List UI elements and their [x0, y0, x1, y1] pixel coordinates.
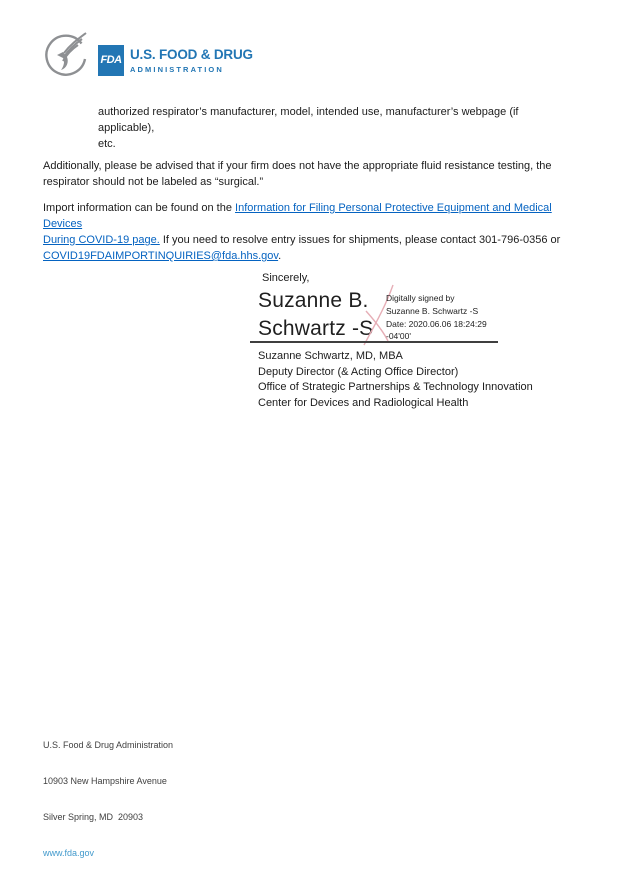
fda-gov-link[interactable]: www.fda.gov [43, 848, 95, 858]
signer-info-block [258, 349, 533, 411]
footer-street: 10903 New Hampshire Avenue [43, 776, 167, 786]
covid-import-email-link[interactable]: COVID19FDAIMPORTINQUIRIES@fda.hhs.gov [43, 250, 279, 262]
digital-details-line4: -04'00' [386, 331, 411, 342]
fda-logo [98, 38, 253, 76]
signer-office: Office of Strategic Partnerships & Technology Innovation [258, 381, 533, 393]
indented-paragraph-line2: etc. [98, 138, 116, 150]
digital-details-line3: Date: 2020.06.06 18:24:29 [386, 318, 487, 329]
footer-city-state-zip: Silver Spring, MD 20903 [43, 812, 144, 822]
closing-sincerely: Sincerely, [262, 272, 310, 284]
import-text-middle: If you need to resolve entry issues for shipments, please contact 301-796-0356 or [159, 234, 561, 246]
fluid-paragraph-line2: respirator should not be labeled as “surgical.” [43, 176, 264, 188]
import-text-before-link: Import information can be found on the [43, 202, 236, 214]
signature-rule [250, 341, 498, 343]
signature-name-line2: Schwartz -S [258, 316, 374, 340]
signer-name: Suzanne Schwartz, MD, MBA [258, 350, 403, 362]
footer-agency-name: U.S. Food & Drug Administration [43, 740, 174, 750]
fda-brand-line2: ADMINISTRATION [130, 64, 224, 74]
indented-paragraph [98, 104, 568, 152]
ppe-filing-link-part1[interactable]: Information for Filing Personal Protective Equipment and Medical Devices [43, 202, 552, 230]
footer-address-block [43, 715, 173, 883]
fda-brand-line1: U.S. FOOD & DRUG [130, 46, 253, 62]
digital-signature-details [386, 292, 496, 343]
digital-details-line2: Suzanne B. Schwartz -S [386, 305, 479, 316]
ppe-filing-link-part2[interactable]: During COVID-19 page. [43, 234, 160, 246]
signer-role: Deputy Director (& Acting Office Director) [258, 365, 459, 378]
fluid-resistance-paragraph [43, 158, 583, 190]
signature-name-line1: Suzanne B. [258, 289, 369, 312]
import-info-paragraph [43, 200, 583, 264]
import-text-after: . [278, 250, 282, 262]
hhs-eagle-logo-icon [40, 30, 92, 83]
letterhead [40, 30, 253, 83]
digital-details-line1: Digitally signed by [386, 293, 455, 303]
indented-paragraph-line1: authorized respirator’s manufacturer, model, intended use, manufacturer’s webpage (if applicable), [98, 106, 519, 134]
fda-logo-box: FDA [98, 45, 124, 76]
fluid-paragraph-line1: Additionally, please be advised that if your firm does not have the appropriate fluid resistance testing, the [43, 160, 552, 172]
signer-center: Center for Devices and Radiological Health [258, 396, 469, 409]
